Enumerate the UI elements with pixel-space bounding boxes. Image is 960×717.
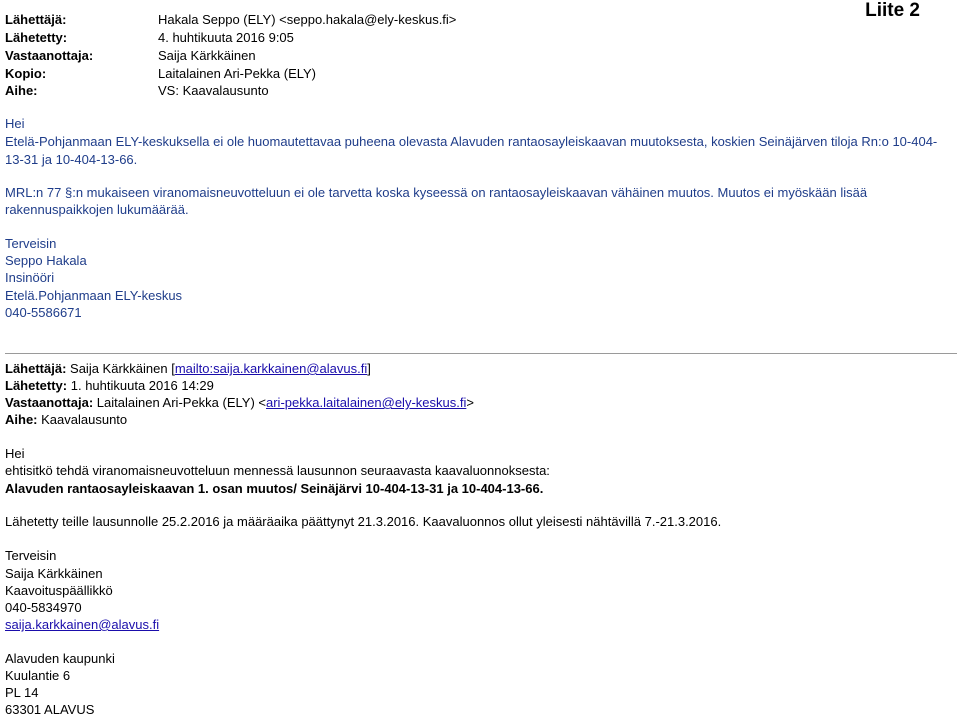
original-from-email-link[interactable]: mailto:saija.karkkainen@alavus.fi — [174, 361, 368, 376]
sent-value: 4. huhtikuuta 2016 9:05 — [158, 30, 294, 45]
reply-signature-name: Seppo Hakala — [5, 253, 87, 268]
from-label: Lähettäjä: — [5, 12, 67, 27]
original-line-2: Alavuden rantaosayleiskaavan 1. osan muutos/ Seinäjärvi 10-404-13-31 ja 10-404-13-66. — [5, 481, 544, 496]
reply-greeting: Hei — [5, 116, 25, 131]
original-signature-name: Saija Kärkkäinen — [5, 566, 103, 581]
original-signature-email — [5, 617, 159, 632]
original-sent-label: Lähetetty: — [5, 378, 68, 393]
original-subject-line — [5, 412, 127, 427]
reply-signature-organization: Etelä.Pohjanmaan ELY-keskus — [5, 288, 183, 303]
original-sent-line — [5, 378, 214, 393]
subject-value: VS: Kaavalausunto — [158, 83, 269, 98]
original-signature-title: Kaavoituspäällikkö — [5, 583, 113, 598]
original-subject-label: Aihe: — [5, 412, 38, 427]
original-line-1: ehtisitkö tehdä viranomaisneuvotteluun mennessä lausunnon seuraavasta kaavaluonnoksesta: — [5, 463, 550, 478]
cc-value: Laitalainen Ari-Pekka (ELY) — [158, 66, 317, 81]
original-from-label: Lähettäjä: — [5, 361, 67, 376]
reply-signature-title: Insinööri — [5, 270, 55, 285]
original-closing: Terveisin — [5, 548, 57, 563]
original-to-bracket-end: > — [466, 395, 474, 410]
original-signature-phone: 040-5834970 — [5, 600, 82, 615]
from-value: Hakala Seppo (ELY) <seppo.hakala@ely-keskus.fi> — [158, 12, 457, 27]
original-from-name: Saija Kärkkäinen [ — [70, 361, 175, 376]
reply-paragraph-1-line-1: Etelä-Pohjanmaan ELY-keskuksella ei ole huomautettavaa puheena olevasta Alavuden rantaosayleiskaavan muutoksesta, koskien Seinäjärven tiloja Rn:o 10-404- — [5, 134, 938, 149]
reply-paragraph-2-line-1: MRL:n 77 §:n mukaiseen viranomaisneuvotteluun ei ole tarvetta koska kyseessä on rantaosayleiskaavan vähäinen muutos. Muutos ei myöskään lisää — [5, 185, 868, 200]
subject-label: Aihe: — [5, 83, 38, 98]
original-to-email-link[interactable]: ari-pekka.laitalainen@ely-keskus.fi — [266, 395, 467, 410]
to-label: Vastaanottaja: — [5, 48, 94, 63]
reply-signature-phone: 040-5586671 — [5, 305, 82, 320]
to-value: Saija Kärkkäinen — [158, 48, 256, 63]
original-from-line — [5, 361, 371, 376]
reply-paragraph-2-line-2: rakennuspaikkojen lukumäärää. — [5, 202, 189, 217]
original-line-3: Lähetetty teille lausunnolle 25.2.2016 ja määräaika päättynyt 21.3.2016. Kaavaluonnos ollut yleisesti nähtävillä 7.-21.3.2016. — [5, 514, 722, 529]
original-to-line — [5, 395, 474, 410]
original-address-line-3: PL 14 — [5, 685, 39, 700]
original-to-name: Laitalainen Ari-Pekka (ELY) < — [96, 395, 266, 410]
original-address-line-2: Kuulantie 6 — [5, 668, 71, 683]
reply-paragraph-1-line-2: 13-31 ja 10-404-13-66. — [5, 152, 138, 167]
original-sent-value: 1. huhtikuuta 2016 14:29 — [70, 378, 214, 393]
original-from-bracket-end: ] — [367, 361, 371, 376]
original-address-line-1: Alavuden kaupunki — [5, 651, 115, 666]
original-to-label: Vastaanottaja: — [5, 395, 94, 410]
original-greeting: Hei — [5, 446, 25, 461]
original-subject-value: Kaavalausunto — [41, 412, 128, 427]
original-signature-email-link[interactable]: saija.karkkainen@alavus.fi — [5, 617, 160, 632]
message-separator — [5, 353, 957, 354]
cc-label: Kopio: — [5, 66, 47, 81]
sent-label: Lähetetty: — [5, 30, 68, 45]
original-address-line-4: 63301 ALAVUS — [5, 702, 95, 717]
attachment-stamp: Liite 2 — [865, 0, 920, 21]
reply-closing: Terveisin — [5, 236, 57, 251]
